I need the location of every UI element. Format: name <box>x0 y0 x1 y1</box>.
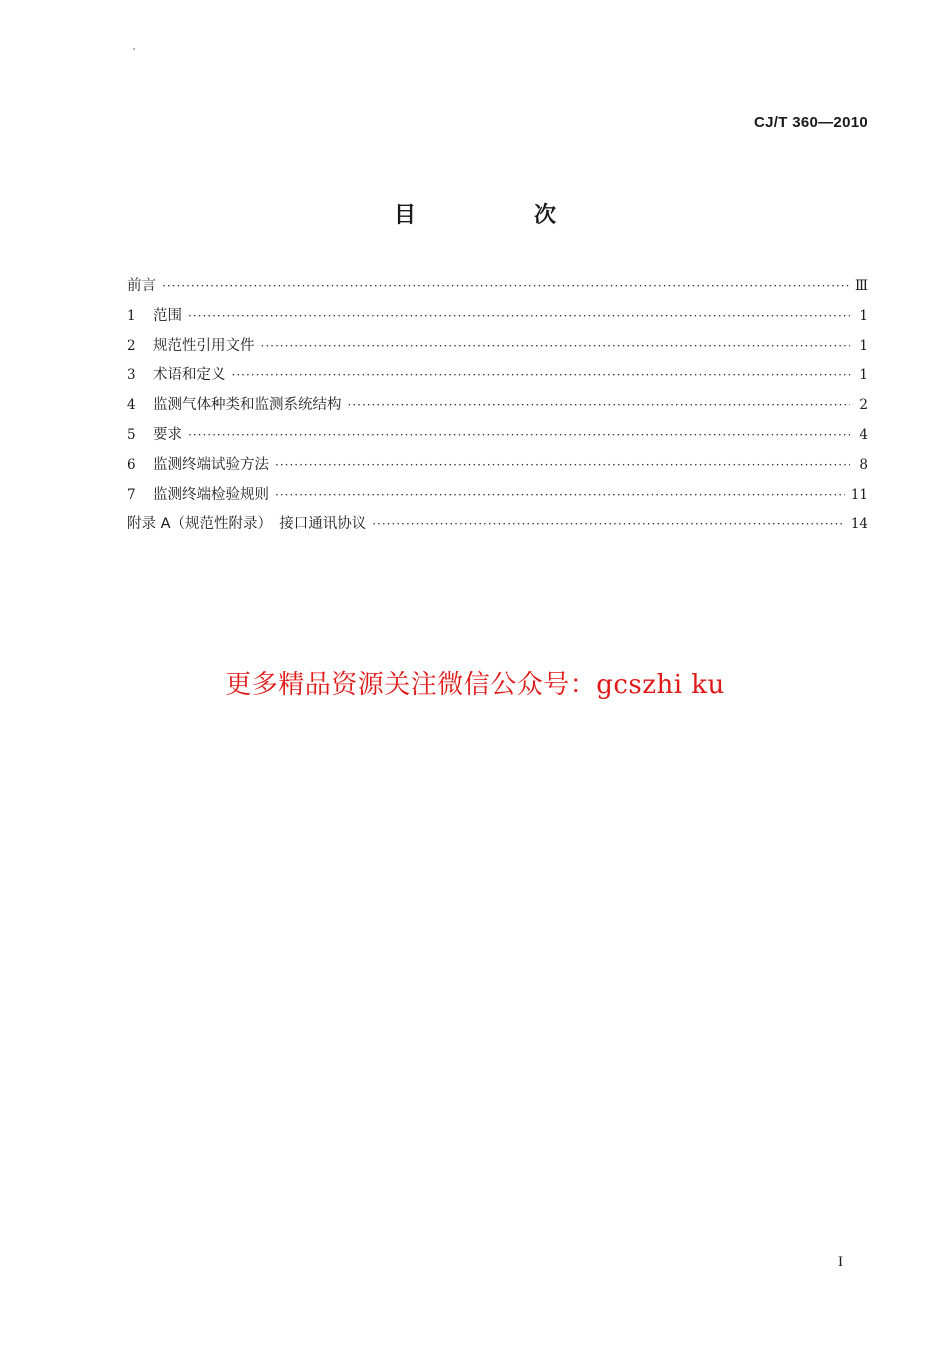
toc-entry-label: 附录 A（规范性附录） 接口通讯协议 <box>127 516 367 533</box>
standard-code: CJ/T 360—2010 <box>754 114 868 131</box>
toc-dot-leader <box>275 458 850 472</box>
toc-entry-number: 7 <box>127 486 136 503</box>
toc-entry-page: 14 <box>850 516 868 533</box>
toc-dot-leader <box>275 488 845 502</box>
toc-entry-appendix-a[interactable] <box>127 512 868 542</box>
toc-entry-label: 范围 <box>153 307 182 324</box>
toc-entry-label: 监测终端检验规则 <box>153 486 269 503</box>
toc-dot-leader <box>188 309 850 323</box>
toc-entry-label: 要求 <box>153 426 182 443</box>
toc-entry-page: 1 <box>859 337 868 354</box>
toc-entry-gas-types[interactable] <box>127 393 868 423</box>
scan-speck <box>133 48 135 50</box>
toc-entry-page: Ⅲ <box>854 278 868 294</box>
toc-entry-terms[interactable] <box>127 363 868 393</box>
toc-dot-leader <box>162 279 849 293</box>
toc-dot-leader <box>372 517 845 531</box>
toc-entry-label: 监测终端试验方法 <box>153 456 269 473</box>
toc-entry-page: 1 <box>859 367 868 384</box>
toc-entry-number: 1 <box>127 307 136 324</box>
toc-entry-number: 6 <box>127 456 136 473</box>
toc-entry-label: 前言 <box>127 278 156 294</box>
toc-entry-page: 2 <box>859 397 868 414</box>
table-of-contents <box>127 274 868 542</box>
toc-dot-leader <box>348 398 851 412</box>
toc-entry-page: 11 <box>850 486 868 503</box>
toc-entry-page: 1 <box>859 307 868 324</box>
toc-entry-scope[interactable] <box>127 304 868 334</box>
toc-entry-number: 5 <box>127 426 136 443</box>
toc-entry-foreword[interactable] <box>127 274 868 304</box>
toc-entry-number: 2 <box>127 337 136 354</box>
toc-entry-number: 3 <box>127 367 136 384</box>
watermark-text: 更多精品资源关注微信公众号：gcszhi ku <box>225 670 725 700</box>
toc-dot-leader <box>261 339 851 353</box>
toc-entry-requirements[interactable] <box>127 423 868 453</box>
toc-entry-number: 4 <box>127 397 136 414</box>
toc-entry-inspection-rules[interactable] <box>127 483 868 513</box>
page-title: 目 次 <box>393 203 604 228</box>
toc-entry-test-methods[interactable] <box>127 453 868 483</box>
toc-entry-label: 监测气体种类和监测系统结构 <box>153 397 342 414</box>
toc-entry-label: 规范性引用文件 <box>153 337 255 354</box>
toc-entry-label: 术语和定义 <box>153 367 226 384</box>
toc-entry-normative-references[interactable] <box>127 334 868 364</box>
toc-entry-page: 8 <box>859 456 868 473</box>
page-number: I <box>838 1254 843 1270</box>
toc-dot-leader <box>188 428 850 442</box>
toc-dot-leader <box>232 368 851 382</box>
toc-entry-page: 4 <box>859 426 868 443</box>
